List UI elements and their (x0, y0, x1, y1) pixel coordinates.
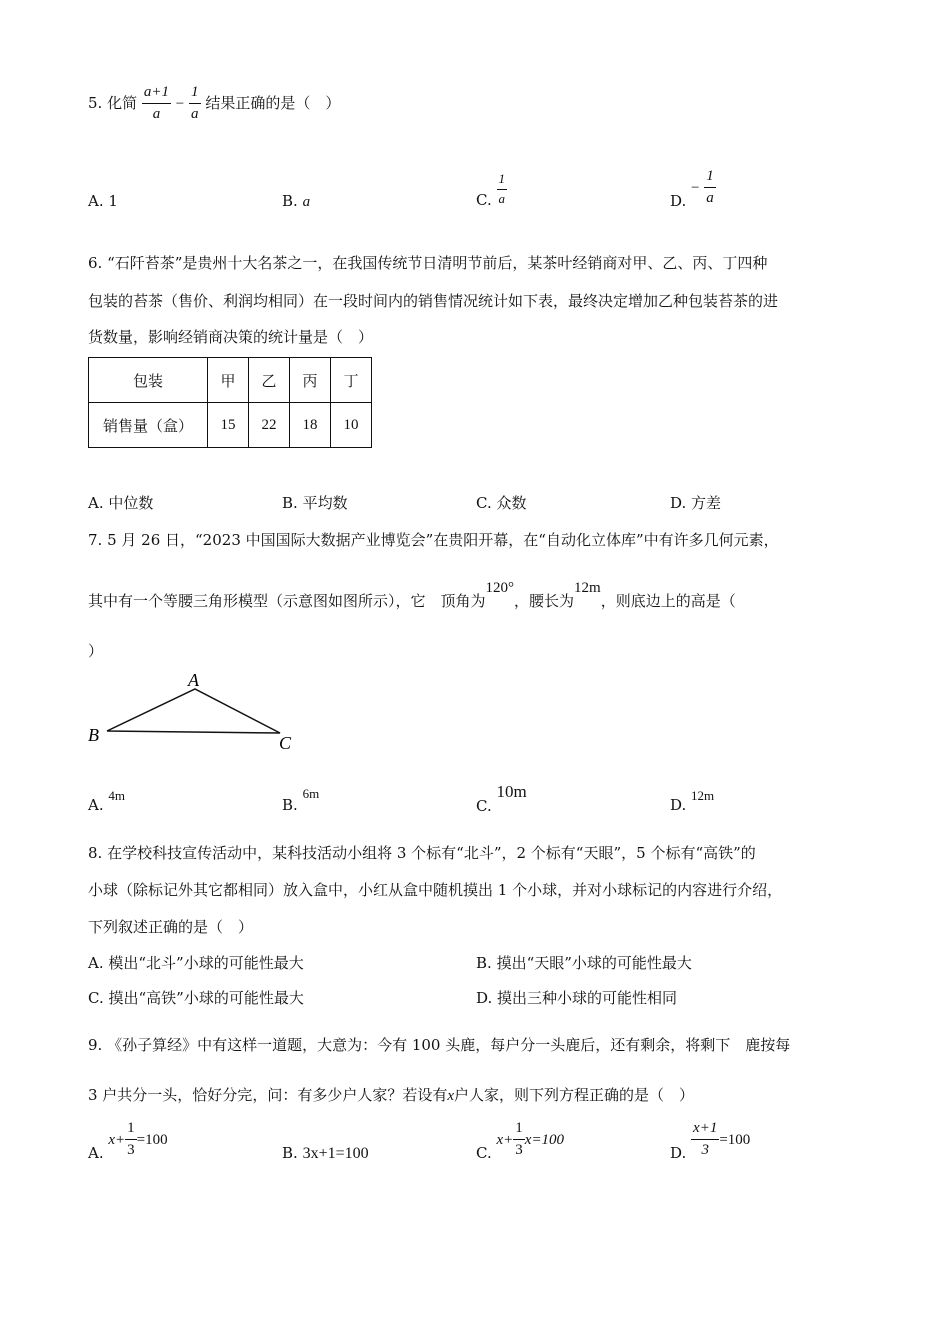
q7-option-a[interactable]: A. 4m (88, 788, 126, 814)
q6-line-1: 6. “石阡苔茶”是贵州十大名茶之一，在我国传统节日清明节前后，某茶叶经销商对甲、乙、丙、丁四种 (88, 254, 768, 272)
q9-line-1: 9. 《孙子算经》中有这样一道题，大意为：今有 100 头鹿，每户分一头鹿后，还有剩余，将剩下 鹿按每 (88, 1036, 791, 1054)
vertex-b-label: B (88, 725, 99, 745)
table-row: 销售量（盒） 15 22 18 10 (89, 403, 372, 448)
q7-line-1: 7. 5 月 26 日，“2023 中国国际大数据产业博览会”在贵阳开幕，在“自动化立体库”中有许多几何元素， (88, 531, 779, 549)
q6-option-d[interactable]: D. 方差 (670, 494, 722, 512)
q9-option-b[interactable]: B. 3x+1=100 (282, 1144, 369, 1162)
fraction: $\frac{a+1}{a}$ (143, 84, 170, 123)
q7-option-d[interactable]: D. 12m (670, 788, 715, 814)
q9-option-a[interactable]: A. x+ $\frac{1}{3}$ =100 (88, 1120, 168, 1162)
q5-option-c[interactable]: C. $\frac{1}{a}$ (476, 171, 505, 210)
q8-line-2: 小球（除标记外其它都相同）放入盒中，小红从盒中随机摸出 1 个小球，并对小球标记的内容进行介绍， (88, 881, 783, 899)
q6-option-a[interactable]: A. 中位数 (88, 494, 154, 512)
fraction: $\frac{1}{a}$ (191, 84, 199, 123)
question-5: 5. 化简 $\frac{a+1}{a}$ − $\frac{1}{a}$ 结果正确的是（ ） (88, 84, 341, 123)
q6-line-2: 包装的苔茶（售价、利润均相同）在一段时间内的销售情况统计如下表，最终决定增加乙种包装苔茶的进 (88, 292, 779, 310)
q5-option-a[interactable]: A. 1 (88, 192, 118, 210)
q5-option-b[interactable]: B. a (282, 192, 311, 210)
q9-option-c[interactable]: C. x+ $\frac{1}{3}$ x=100 (476, 1120, 565, 1162)
q8-line-1: 8. 在学校科技宣传活动中，某科技活动小组将 3 个标有“北斗”，2 个标有“天眼”，5 个标有“高铁”的 (88, 844, 756, 862)
q7-option-c[interactable]: C. 10m (476, 782, 527, 815)
triangle-figure (80, 665, 310, 760)
vertex-a-label: A (188, 670, 199, 690)
q9-option-d[interactable]: D. $\frac{x+1}{3}$ =100 (670, 1120, 751, 1162)
q8-option-c[interactable]: C. 摸出“高铁”小球的可能性最大 (88, 989, 304, 1007)
q7-line-3: ） (88, 642, 104, 660)
q8-option-b[interactable]: B. 摸出“天眼”小球的可能性最大 (476, 954, 692, 972)
q7-option-b[interactable]: B. 6m (282, 786, 320, 814)
q6-option-c[interactable]: C. 众数 (476, 494, 527, 512)
q8-line-3: 下列叙述正确的是（ ） (88, 918, 254, 936)
q5-option-d[interactable]: D. − $\frac{1}{a}$ (670, 168, 714, 210)
q9-line-2: 3 户共分一头，恰好分完，问：有多少户人家？若设有x户人家，则下列方程正确的是（ ） (88, 1086, 695, 1104)
table-row: 包装 甲 乙 丙 丁 (89, 358, 372, 403)
q6-line-3: 货数量，影响经销商决策的统计量是（ ） (88, 328, 374, 346)
sales-table (88, 357, 372, 448)
q6-option-b[interactable]: B. 平均数 (282, 494, 348, 512)
triangle-abc (107, 689, 280, 733)
q8-option-d[interactable]: D. 摸出三种小球的可能性相同 (476, 989, 678, 1007)
vertex-c-label: C (279, 733, 292, 753)
q8-option-a[interactable]: A. 模出“北斗”小球的可能性最大 (88, 954, 304, 972)
q7-line-2: 其中有一个等腰三角形模型（示意图如图所示），它 顶角为120°，腰长为12m，则底边上的高是（ (88, 580, 736, 610)
